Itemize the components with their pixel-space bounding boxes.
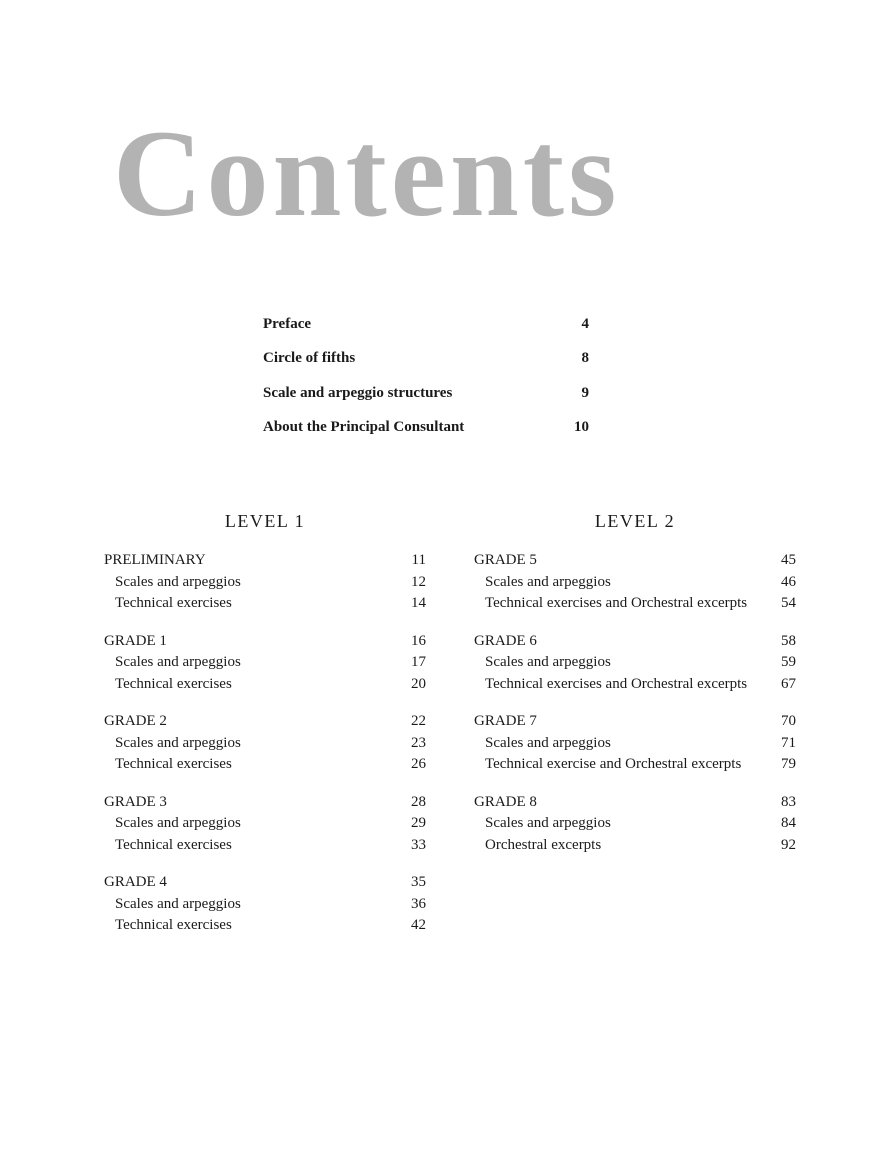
sub-entry-label: Scales and arpeggios <box>485 815 611 831</box>
grade-section <box>104 792 426 857</box>
sub-entry-label: Scales and arpeggios <box>115 895 241 912</box>
contents-entry[interactable] <box>263 385 589 419</box>
sub-entry[interactable] <box>104 813 426 835</box>
sub-entry[interactable] <box>104 733 426 755</box>
intro-contents-list <box>263 316 589 453</box>
sub-entry-page-number: 42 <box>411 917 426 933</box>
sub-entry[interactable] <box>104 754 426 776</box>
grade-name: GRADE 4 <box>104 874 167 890</box>
grade-entry[interactable] <box>474 631 796 653</box>
sub-entry-page-number: 71 <box>781 734 796 751</box>
grade-name: GRADE 7 <box>474 713 537 729</box>
grade-name: GRADE 8 <box>474 793 537 810</box>
sub-entry-page-number: 67 <box>781 675 796 692</box>
sub-entry[interactable] <box>104 674 426 696</box>
level-2-heading: LEVEL 2 <box>594 511 676 531</box>
sub-entry-label: Technical exercises and Orchestral excerpts <box>485 675 748 692</box>
sub-entry-label: Scales and arpeggios <box>485 573 611 590</box>
grade-entry[interactable] <box>474 711 796 733</box>
entry-label: Circle of fifths <box>263 350 356 367</box>
grade-name: GRADE 1 <box>104 632 167 649</box>
sub-entry-page-number: 36 <box>411 895 426 912</box>
sub-entry-label: Technical exercises <box>115 836 232 853</box>
grade-entry[interactable] <box>474 792 796 814</box>
entry-page-number: 8 <box>581 350 589 367</box>
grade-entry[interactable] <box>474 550 796 572</box>
sub-entry-label: Technical exercises <box>115 595 232 611</box>
grade-page-number: 22 <box>411 713 426 729</box>
sub-entry[interactable] <box>104 835 426 857</box>
grade-name: GRADE 5 <box>474 552 537 568</box>
grade-entry[interactable] <box>104 792 426 814</box>
sub-entry[interactable] <box>474 593 796 615</box>
sub-entry-label: Technical exercise and Orchestral excerpts <box>485 756 742 772</box>
grade-section <box>104 872 426 937</box>
entry-page-number: 4 <box>581 316 589 332</box>
sub-entry-label: Scales and arpeggios <box>485 734 611 751</box>
sub-entry-label: Scales and arpeggios <box>115 654 241 670</box>
sub-entry-page-number: 79 <box>781 756 796 772</box>
grade-entry[interactable] <box>104 550 426 572</box>
sub-entry-label: Technical exercises <box>115 917 232 933</box>
sub-entry-label: Orchestral excerpts <box>485 836 602 853</box>
sub-entry[interactable] <box>104 593 426 615</box>
sub-entry-page-number: 33 <box>411 836 426 853</box>
sub-entry[interactable] <box>474 754 796 776</box>
contents-entry[interactable] <box>263 350 589 384</box>
grade-section <box>104 550 426 615</box>
sub-entry[interactable] <box>474 835 796 857</box>
sub-entry[interactable] <box>474 572 796 594</box>
sub-entry-page-number: 23 <box>411 734 426 751</box>
sub-entry[interactable] <box>104 915 426 937</box>
sub-entry[interactable] <box>474 733 796 755</box>
sub-entry-page-number: 29 <box>411 815 426 831</box>
grade-entry[interactable] <box>104 872 426 894</box>
sub-entry-page-number: 46 <box>781 573 796 590</box>
sub-entry-label: Technical exercises and Orchestral excerpts <box>485 595 748 611</box>
level-2-contents <box>474 550 796 872</box>
sub-entry-page-number: 26 <box>411 756 426 772</box>
sub-entry[interactable] <box>474 652 796 674</box>
sub-entry-page-number: 14 <box>411 595 426 611</box>
grade-page-number: 16 <box>411 632 426 649</box>
grade-section <box>474 792 796 857</box>
entry-label: Scale and arpeggio structures <box>263 384 453 401</box>
grade-name: GRADE 3 <box>104 793 167 810</box>
grade-page-number: 58 <box>781 632 796 649</box>
sub-entry-page-number: 12 <box>411 573 426 590</box>
sub-entry-label: Technical exercises <box>115 756 232 772</box>
page-title: Contents <box>113 105 621 242</box>
sub-entry-page-number: 20 <box>411 675 426 692</box>
grade-section <box>474 711 796 776</box>
entry-label: About the Principal Consultant <box>263 418 465 435</box>
grade-section <box>474 631 796 696</box>
sub-entry-page-number: 84 <box>781 815 796 831</box>
sub-entry-label: Scales and arpeggios <box>485 654 611 670</box>
sub-entry-label: Scales and arpeggios <box>115 815 241 831</box>
grade-page-number: 70 <box>781 713 796 729</box>
grade-section <box>104 711 426 776</box>
level-1-contents <box>104 550 426 953</box>
entry-label: Preface <box>263 316 312 332</box>
entry-page-number: 10 <box>574 418 589 435</box>
grade-section <box>474 550 796 615</box>
sub-entry-page-number: 92 <box>781 836 796 853</box>
sub-entry-page-number: 54 <box>781 595 796 611</box>
entry-page-number: 9 <box>581 384 589 401</box>
sub-entry-page-number: 17 <box>411 654 426 670</box>
grade-name: PRELIMINARY <box>104 552 206 568</box>
sub-entry[interactable] <box>104 894 426 916</box>
sub-entry-label: Scales and arpeggios <box>115 573 241 590</box>
grade-name: GRADE 6 <box>474 632 537 649</box>
grade-page-number: 83 <box>781 793 796 810</box>
contents-entry[interactable] <box>263 316 589 350</box>
sub-entry-label: Scales and arpeggios <box>115 734 241 751</box>
grade-page-number: 45 <box>781 552 796 568</box>
grade-page-number: 28 <box>411 793 426 810</box>
grade-name: GRADE 2 <box>104 713 167 729</box>
grade-page-number: 35 <box>411 874 426 890</box>
grade-page-number: 11 <box>411 552 426 568</box>
sub-entry[interactable] <box>474 813 796 835</box>
sub-entry[interactable] <box>104 572 426 594</box>
sub-entry[interactable] <box>104 652 426 674</box>
sub-entry-label: Technical exercises <box>115 675 232 692</box>
sub-entry[interactable] <box>474 674 796 696</box>
grade-section <box>104 631 426 696</box>
sub-entry-page-number: 59 <box>781 654 796 670</box>
grade-entry[interactable] <box>104 711 426 733</box>
contents-entry[interactable] <box>263 419 589 453</box>
level-1-heading: LEVEL 1 <box>224 511 306 531</box>
grade-entry[interactable] <box>104 631 426 653</box>
